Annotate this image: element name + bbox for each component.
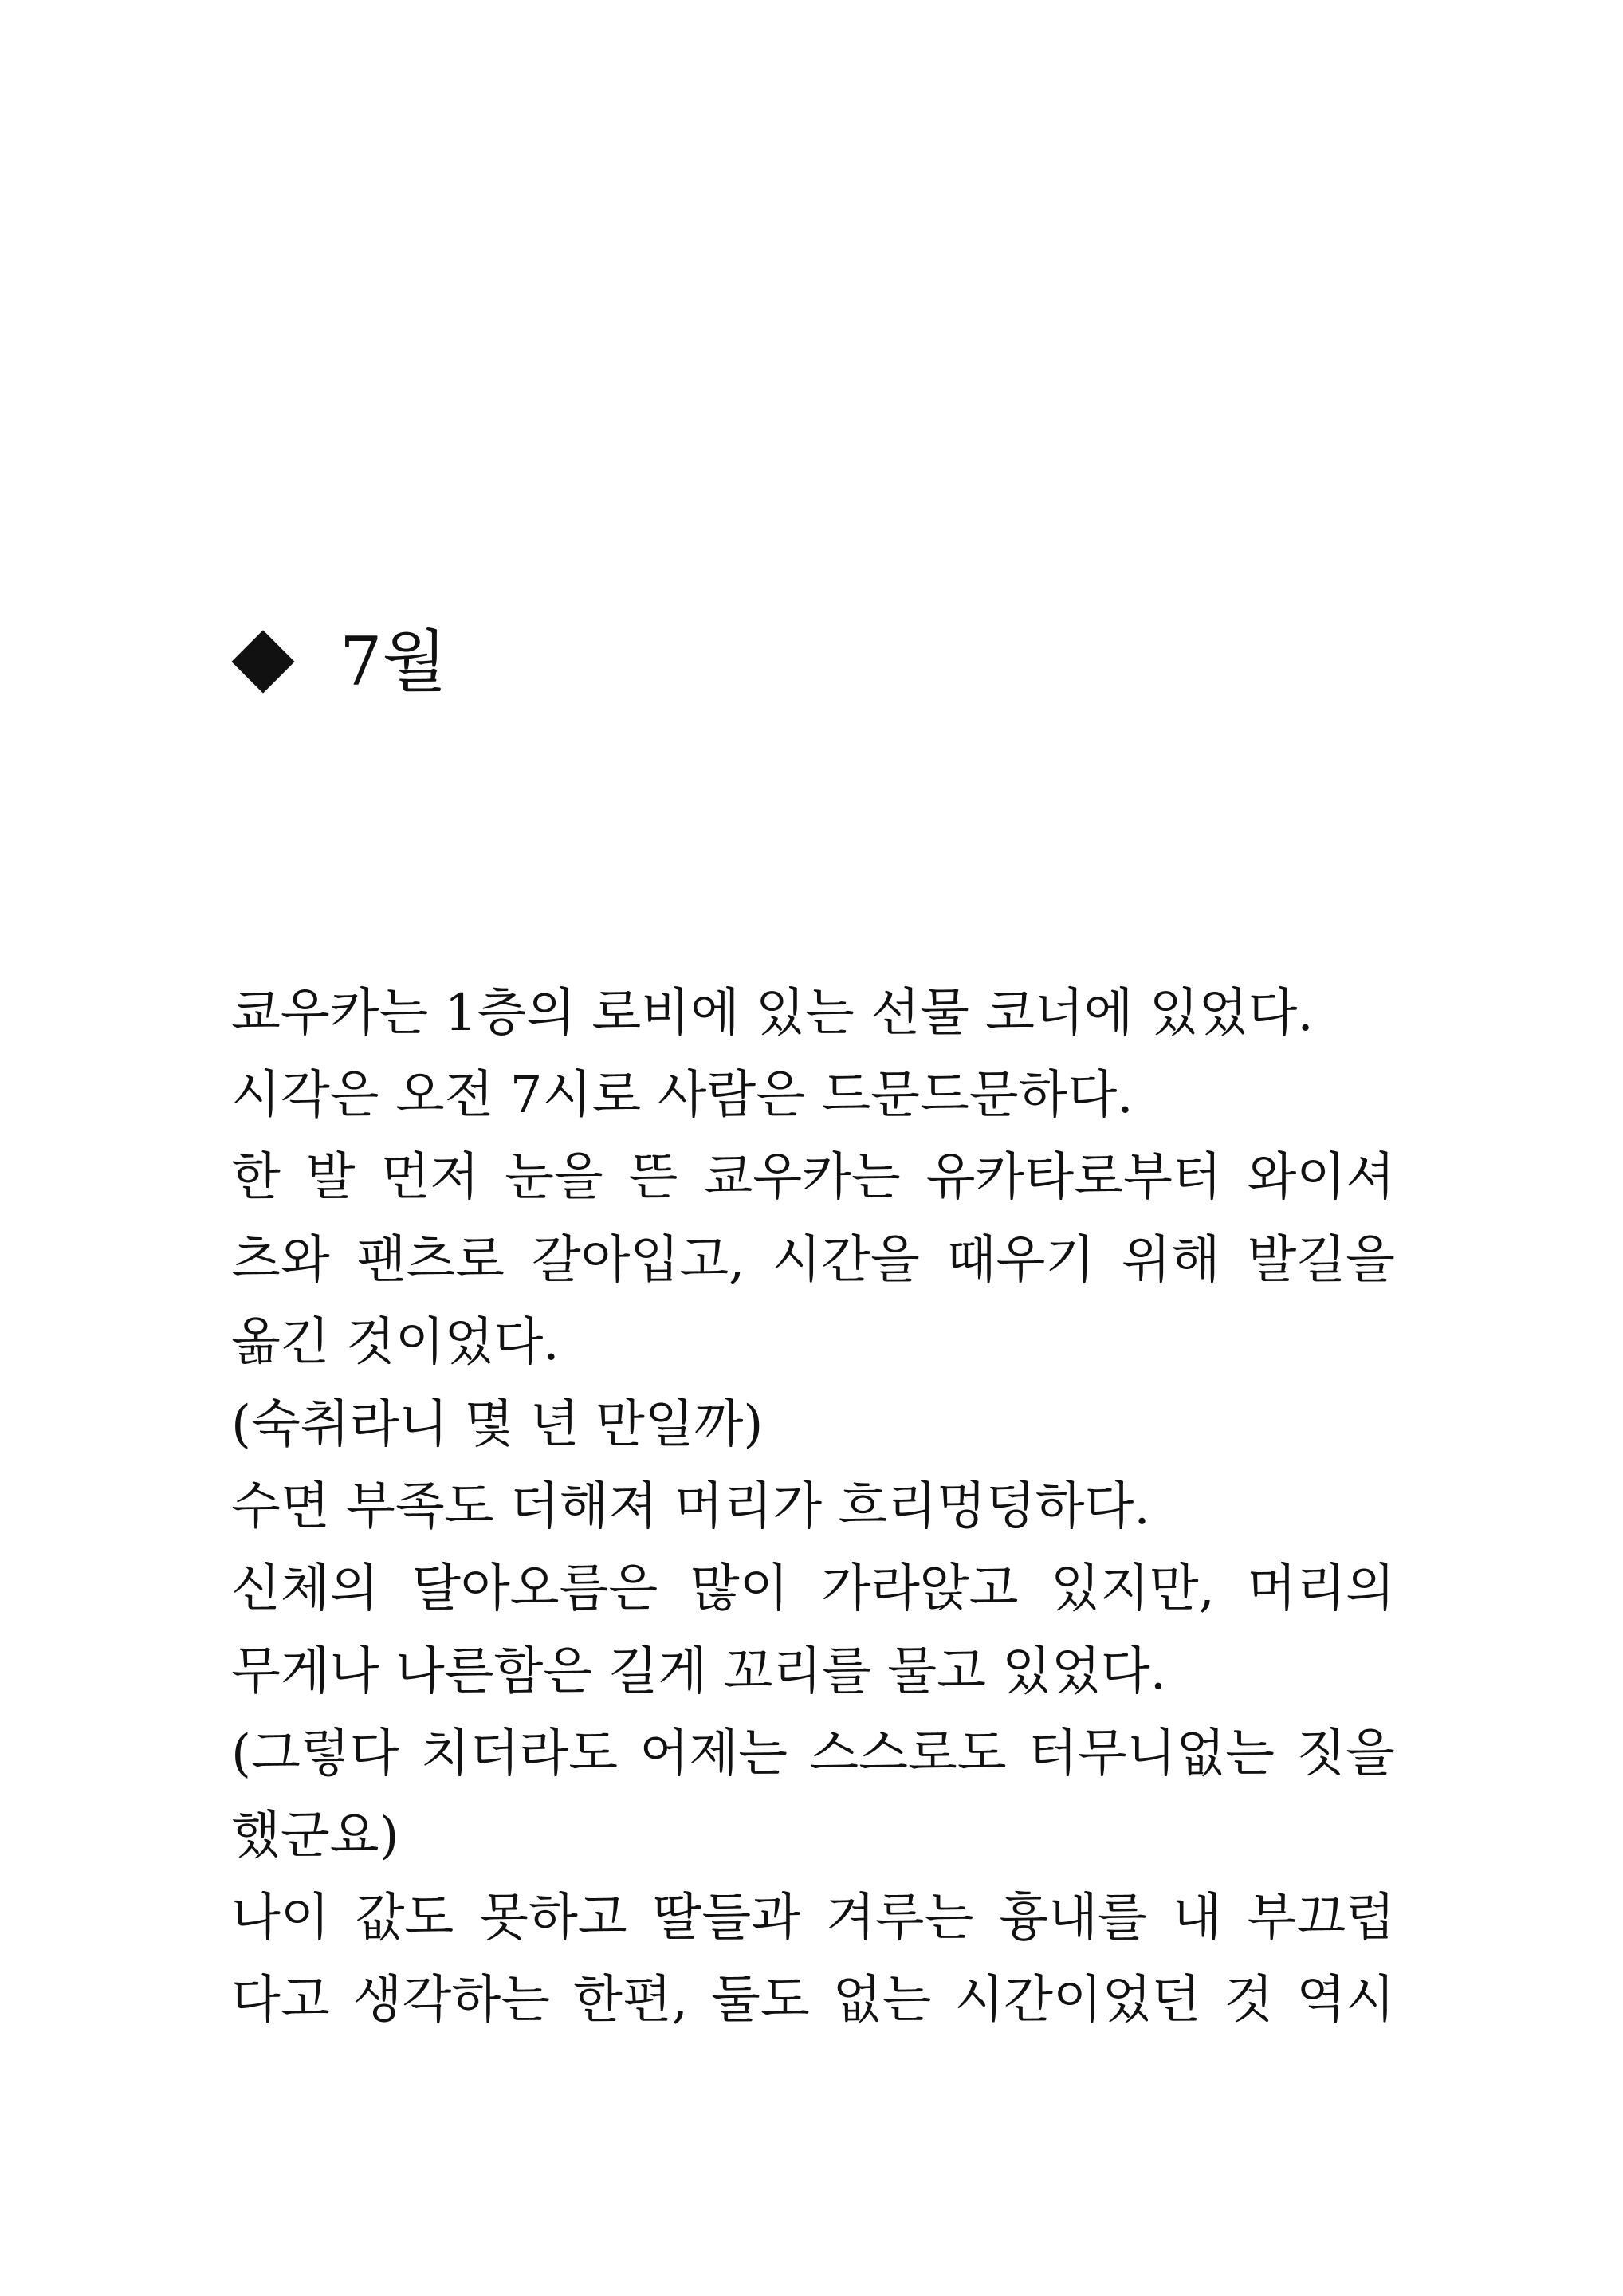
text-line: 옮긴 것이었다. xyxy=(231,1312,560,1372)
body-text xyxy=(231,973,1395,2042)
text-line: 수면 부족도 더해져 머리가 흐리멍덩하다. xyxy=(231,1477,1150,1537)
section-heading xyxy=(231,614,447,710)
text-line: 쿄우카는 1층의 로비에 있는 선물 코너에 있었다. xyxy=(231,984,1314,1043)
diamond-icon xyxy=(231,630,294,693)
text-line: 츠와 팬츠로 갈아입고, 시간을 때우기 위해 발길을 xyxy=(231,1230,1395,1290)
section-title: 7월 xyxy=(340,623,447,701)
text-line: (그렇다 치더라도 어제는 스스로도 터무니없는 짓을 xyxy=(231,1724,1395,1783)
text-line: 시각은 오전 7시로 사람은 드문드문하다. xyxy=(231,1066,1134,1126)
text-line: 나이 값도 못하고 딸들과 겨루는 흉내를 내 부끄럽 xyxy=(231,1889,1395,1948)
text-line: 다고 생각하는 한편, 둘도 없는 시간이었던 것 역시 xyxy=(231,1971,1395,2031)
text-line: 무게나 나른함은 길게 꼬리를 물고 있었다. xyxy=(231,1641,1167,1701)
text-line: (숙취라니 몇 년 만일까) xyxy=(231,1394,764,1454)
text-line: 했군요) xyxy=(231,1806,399,1866)
text-line: 한 발 먼저 눈을 뜬 쿄우카는 유카타로부터 와이셔 xyxy=(231,1148,1395,1208)
text-line: 신체의 달아오름은 많이 가라앉고 있지만, 머리의 xyxy=(231,1559,1395,1619)
